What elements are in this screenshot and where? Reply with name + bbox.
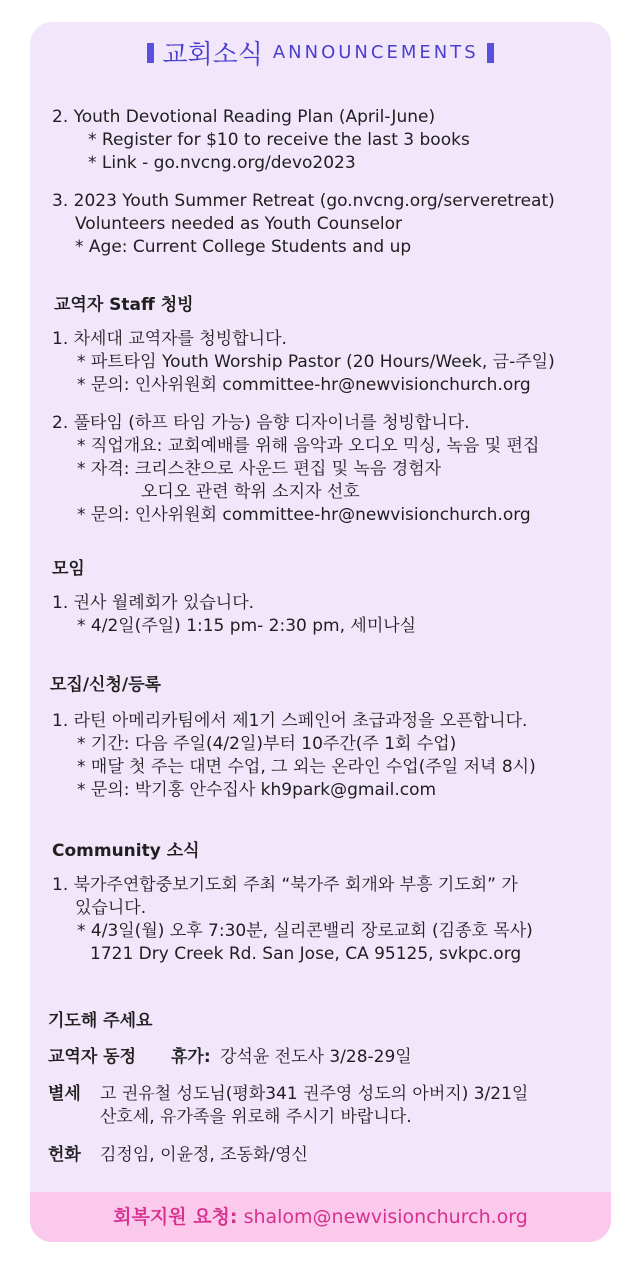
prayer-passing-line-2: 산호세, 유가족을 위로해 주시기 바랍니다. — [100, 1107, 412, 1127]
prayer-flower-label: 헌화 — [48, 1145, 81, 1165]
recruit-item-1-period: * 기간: 다음 주일(4/2일)부터 10주간(주 1회 수업) — [77, 734, 457, 754]
header-left-bar — [147, 43, 154, 63]
youth-item-2-title: 2. Youth Devotional Reading Plan (April-June) — [52, 107, 436, 127]
community-item-1-title-cont: 있습니다. — [75, 898, 147, 918]
footer-label: 회복지원 요청: — [113, 1206, 238, 1228]
staff-item-2-qualification: * 자격: 크리스챤으로 사운드 편집 및 녹음 경험자 — [77, 459, 442, 479]
youth-item-2-link[interactable]: * Link - go.nvcng.org/devo2023 — [88, 153, 356, 173]
prayer-passing-label: 별세 — [48, 1084, 81, 1104]
prayer-vacation-label: 휴가: — [171, 1047, 211, 1067]
staff-item-1-detail: * 파트타임 Youth Worship Pastor (20 Hours/Week, 금-주일) — [77, 352, 555, 372]
header-title-ko: 교회소식 — [162, 40, 263, 70]
meeting-heading: 모임 — [52, 559, 85, 579]
staff-item-1-title: 1. 차세대 교역자를 청빙합니다. — [52, 329, 287, 349]
staff-item-1-contact[interactable]: * 문의: 인사위원회 committee-hr@newvisionchurch.org — [77, 375, 531, 395]
prayer-heading: 기도해 주세요 — [48, 1011, 153, 1031]
prayer-flower-text: 김정임, 이윤정, 조동화/영신 — [100, 1145, 308, 1165]
meeting-item-1-title: 1. 권사 월례회가 있습니다. — [52, 593, 255, 613]
prayer-vacation-text: 강석윤 전도사 3/28-29일 — [220, 1047, 412, 1067]
staff-item-2-preference: 오디오 관련 학위 소지자 선호 — [141, 482, 360, 502]
header-right-bar — [487, 43, 494, 63]
header-title-en: ANNOUNCEMENTS — [272, 42, 479, 63]
prayer-staff-label: 교역자 동정 — [48, 1047, 137, 1067]
youth-item-3-age: * Age: Current College Students and up — [75, 237, 412, 257]
community-item-1-title: 1. 북가주연합중보기도회 주최 “북가주 회개와 부흥 기도회” 가 — [52, 875, 518, 895]
recruit-item-1-format: * 매달 첫 주는 대면 수업, 그 외는 온라인 수업(주일 저녁 8시) — [77, 757, 536, 777]
community-item-1-time: * 4/3일(월) 오후 7:30분, 실리콘밸리 장로교회 (김종호 목사) — [77, 921, 533, 941]
youth-item-3-title: 3. 2023 Youth Summer Retreat (go.nvcng.org/serveretreat) — [52, 191, 555, 211]
community-heading: Community 소식 — [52, 841, 200, 861]
recruit-item-1-title: 1. 라틴 아메리카팀에서 제1기 스페인어 초급과정을 오픈합니다. — [52, 711, 528, 731]
community-item-1-address[interactable]: 1721 Dry Creek Rd. San Jose, CA 95125, svkpc.org — [90, 944, 522, 964]
youth-item-2-register: * Register for $10 to receive the last 3 books — [88, 130, 470, 150]
staff-item-2-overview: * 직업개요: 교회예배를 위해 음악과 오디오 믹싱, 녹음 및 편집 — [77, 436, 540, 456]
staff-heading: 교역자 Staff 청빙 — [54, 295, 194, 315]
prayer-passing-line-1: 고 권유철 성도님(평화341 권주영 성도의 아버지) 3/21일 — [100, 1084, 529, 1104]
footer-email-link[interactable]: shalom@newvisionchurch.org — [243, 1206, 528, 1228]
youth-item-3-volunteers: Volunteers needed as Youth Counselor — [75, 214, 403, 234]
footer-bar — [30, 1192, 611, 1242]
meeting-item-1-detail: * 4/2일(주일) 1:15 pm- 2:30 pm, 세미나실 — [77, 616, 417, 636]
recruit-item-1-contact[interactable]: * 문의: 박기홍 안수집사 kh9park@gmail.com — [77, 780, 437, 800]
announcements-card — [30, 22, 611, 1242]
staff-item-2-title: 2. 풀타임 (하프 타임 가능) 음향 디자이너를 청빙합니다. — [52, 413, 470, 433]
announcements-header — [30, 34, 611, 72]
staff-item-2-contact[interactable]: * 문의: 인사위원회 committee-hr@newvisionchurch.org — [77, 505, 531, 525]
recruit-heading: 모집/신청/등록 — [50, 675, 161, 695]
